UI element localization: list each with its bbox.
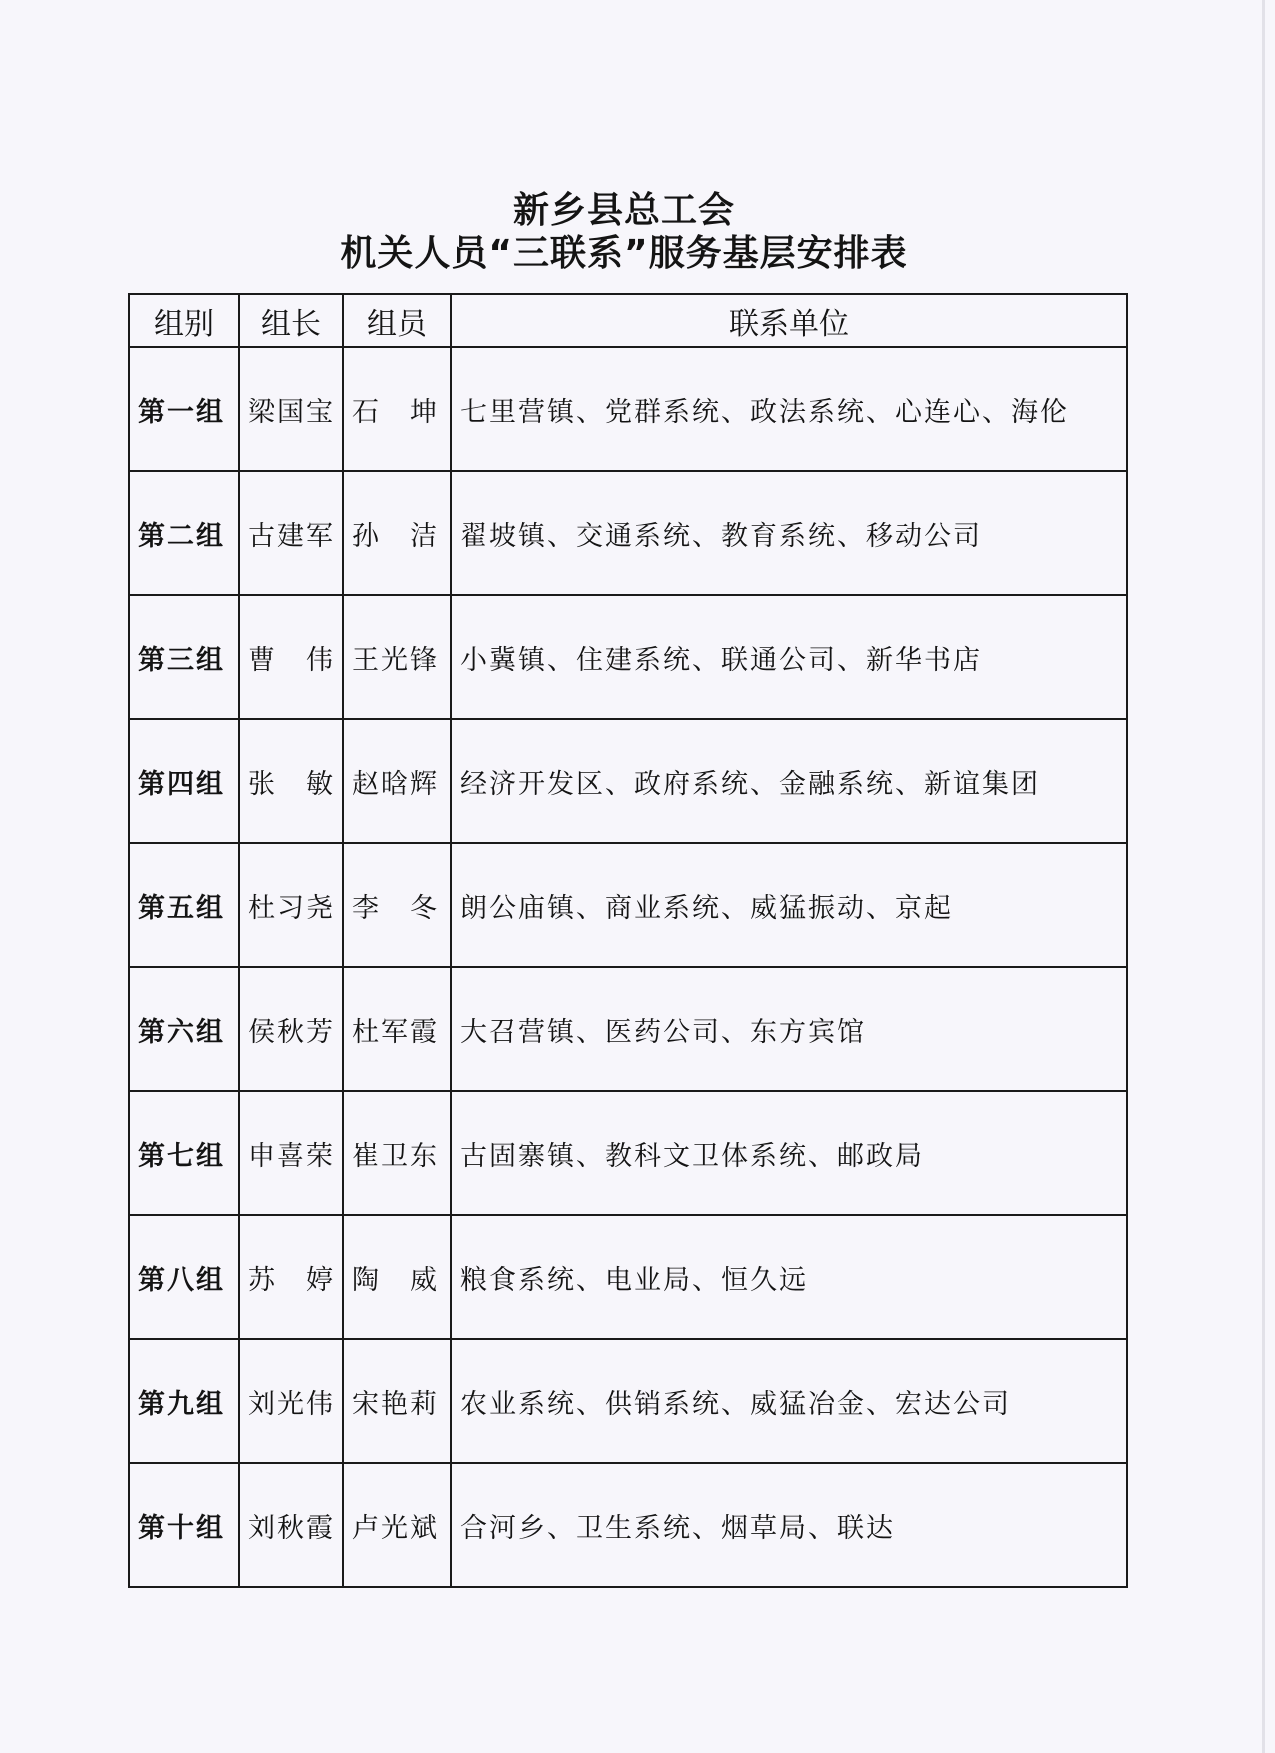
document-title: 新乡县总工会 xyxy=(512,190,735,231)
cell-units: 农业系统、供销系统、威猛冶金、宏达公司 xyxy=(451,1339,1127,1463)
cell-leader: 刘光伟 xyxy=(239,1339,343,1463)
cell-units: 古固寨镇、教科文卫体系统、邮政局 xyxy=(451,1091,1127,1215)
cell-member: 王光锋 xyxy=(343,595,451,719)
cell-group: 第十组 xyxy=(129,1463,239,1587)
cell-leader: 苏 婷 xyxy=(239,1215,343,1339)
table-row xyxy=(129,347,1127,471)
cell-group: 第一组 xyxy=(129,347,239,471)
cell-group: 第四组 xyxy=(129,719,239,843)
cell-member: 孙 洁 xyxy=(343,471,451,595)
cell-group: 第七组 xyxy=(129,1091,239,1215)
document-subtitle: 机关人员“三联系”服务基层安排表 xyxy=(340,233,908,274)
cell-leader: 曹 伟 xyxy=(239,595,343,719)
cell-group: 第九组 xyxy=(129,1339,239,1463)
table-row xyxy=(129,471,1127,595)
cell-units: 七里营镇、党群系统、政法系统、心连心、海伦 xyxy=(451,347,1127,471)
cell-units: 大召营镇、医药公司、东方宾馆 xyxy=(451,967,1127,1091)
arrangement-table xyxy=(128,293,1128,1588)
cell-units: 小冀镇、住建系统、联通公司、新华书店 xyxy=(451,595,1127,719)
table-row xyxy=(129,1339,1127,1463)
table-row xyxy=(129,1463,1127,1587)
table-row xyxy=(129,719,1127,843)
table-row xyxy=(129,967,1127,1091)
cell-member: 赵晗辉 xyxy=(343,719,451,843)
cell-leader: 杜习尧 xyxy=(239,843,343,967)
cell-member: 杜军霞 xyxy=(343,967,451,1091)
cell-units: 粮食系统、电业局、恒久远 xyxy=(451,1215,1127,1339)
cell-member: 李 冬 xyxy=(343,843,451,967)
cell-member: 石 坤 xyxy=(343,347,451,471)
cell-leader: 梁国宝 xyxy=(239,347,343,471)
header-units: 联系单位 xyxy=(451,294,1127,347)
cell-leader: 古建军 xyxy=(239,471,343,595)
cell-leader: 张 敏 xyxy=(239,719,343,843)
table-row xyxy=(129,595,1127,719)
cell-member: 陶 威 xyxy=(343,1215,451,1339)
table-header-row xyxy=(129,294,1127,347)
cell-group: 第五组 xyxy=(129,843,239,967)
header-leader: 组长 xyxy=(239,294,343,347)
header-group: 组别 xyxy=(129,294,239,347)
cell-member: 宋艳莉 xyxy=(343,1339,451,1463)
cell-units: 合河乡、卫生系统、烟草局、联达 xyxy=(451,1463,1127,1587)
cell-group: 第二组 xyxy=(129,471,239,595)
cell-units: 经济开发区、政府系统、金融系统、新谊集团 xyxy=(451,719,1127,843)
cell-group: 第三组 xyxy=(129,595,239,719)
cell-leader: 申喜荣 xyxy=(239,1091,343,1215)
cell-member: 崔卫东 xyxy=(343,1091,451,1215)
table-row xyxy=(129,1091,1127,1215)
scan-edge-shadow xyxy=(1262,0,1265,1753)
cell-member: 卢光斌 xyxy=(343,1463,451,1587)
cell-group: 第六组 xyxy=(129,967,239,1091)
table-row xyxy=(129,1215,1127,1339)
cell-leader: 刘秋霞 xyxy=(239,1463,343,1587)
table-row xyxy=(129,843,1127,967)
cell-group: 第八组 xyxy=(129,1215,239,1339)
header-member: 组员 xyxy=(343,294,451,347)
cell-leader: 侯秋芳 xyxy=(239,967,343,1091)
cell-units: 朗公庙镇、商业系统、威猛振动、京起 xyxy=(451,843,1127,967)
cell-units: 翟坡镇、交通系统、教育系统、移动公司 xyxy=(451,471,1127,595)
